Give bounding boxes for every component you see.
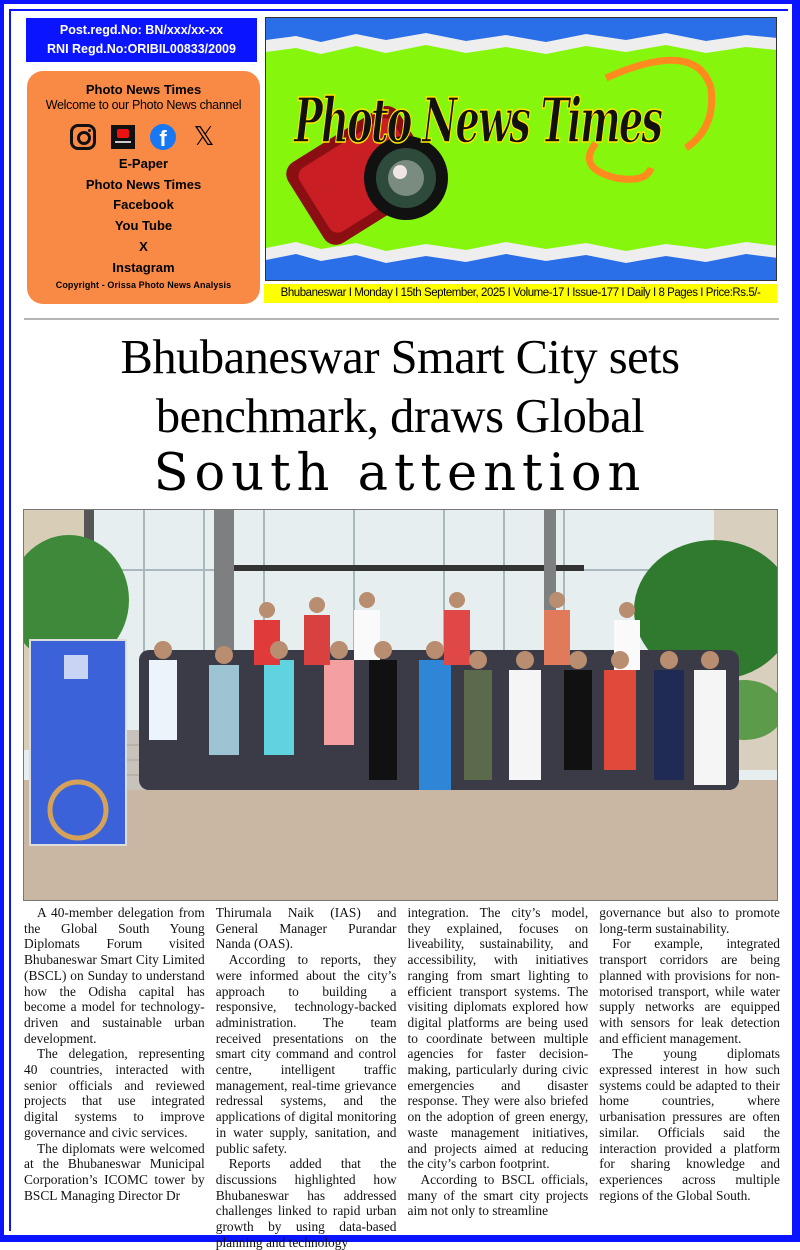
article-column-2 — [216, 905, 397, 1250]
copyright-text: Copyright - Orissa Photo News Analysis — [55, 280, 232, 291]
link-epaper[interactable]: E-Paper — [118, 156, 169, 171]
rni-regd-number: RNI Regd.No:ORIBIL00833/2009 — [47, 42, 236, 56]
headline-line-3: South attention — [153, 444, 647, 503]
masthead-logo — [265, 17, 777, 281]
social-box-welcome: Welcome to our Photo News channel — [45, 98, 242, 112]
social-links — [27, 154, 260, 278]
headline-line-1: Bhubaneswar Smart City sets — [120, 331, 680, 384]
link-facebook[interactable]: Facebook — [113, 197, 174, 213]
paragraph: The diplomats were welcomed at the Bhubaneswar Municipal Corporation’s ICOMC tower by BSCL Managing Director Dr — [24, 1140, 205, 1203]
logo-wordmark: Photo News Times — [294, 84, 662, 157]
article-column-3 — [408, 905, 589, 1250]
article-body — [24, 905, 780, 1250]
facebook-icon[interactable]: f — [150, 124, 176, 150]
paragraph: Reports added that the discussions highlighted how Bhubaneswar has addressed challenges linked to rapid urban growth by using data-based planning and technology — [215, 1156, 397, 1250]
paragraph: integration. The city’s model, they explained, focuses on liveability, sustainability, and accessibility, with initiatives ranging from smart lighting to efficient transport systems. The visiting diplomats explored how digital platforms are being used to coordinate between multiple agencies for faster decision-making, particularly during civic emergencies and disaster response. They were also briefed on the adoption of green energy, waste management initiatives, and projects aimed at reducing the city’s carbon footprint. — [407, 905, 589, 1172]
dateline-bar: Bhubaneswar I Monday I 15th September, 2025 I Volume-17 I Issue-177 I Daily I 8 Pages I Price:Rs.5/- — [264, 284, 777, 303]
social-icons — [27, 123, 260, 151]
paragraph: A 40-member delegation from the Global South Young Diplomats Forum visited Bhubaneswar Smart City Limited (BSCL) on Sunday to understand how the Odisha capital has become a model for technology-driven and sustainable urban development. — [24, 905, 205, 1046]
link-youtube[interactable]: You Tube — [114, 218, 173, 234]
social-box-title: Photo News Times — [85, 82, 202, 97]
group-photo-illustration — [24, 510, 778, 901]
paragraph: governance but also to promote long-term sustainability. — [599, 905, 780, 936]
paragraph: The young diplomats expressed interest in how such systems could be adapted to their home countries, where urbanisation pressures are often similar. Officials said the interaction provided a platform for sharing knowledge and experiences across multiple regions of the Global South. — [599, 1046, 780, 1203]
paragraph: According to BSCL officials, many of the smart city projects aim not only to streamline — [407, 1171, 589, 1219]
registration-box — [26, 18, 257, 62]
article-column-1 — [24, 905, 205, 1250]
paragraph: Thirumala Naik (IAS) and General Manager Purandar Nanda (OAS). — [215, 905, 397, 952]
paragraph: According to reports, they were informed about the city’s approach to building a responsive, technology-backed administration. The team received presentations on the smart city command and control centre, intelligent traffic management, real-time grievance redressal systems, and the applications of digital monitoring in water supply, sanitation, and public safety. — [215, 952, 397, 1156]
headline-top-rule — [24, 318, 779, 320]
paragraph: For example, integrated transport corridors are being planned with provisions for non-motorised transport, while water supply networks are equipped with sensors for leak detection and efficient management. — [599, 936, 780, 1046]
link-x[interactable]: X — [139, 238, 148, 254]
post-regd-number: Post.regd.No: BN/xxx/xx-xx — [59, 23, 224, 37]
paragraph: The delegation, representing 40 countries, interacted with senior officials and reviewed projects that use integrated digital systems to improve governance and civic services. — [24, 1046, 205, 1140]
social-box — [27, 71, 260, 304]
headline-line-2: benchmark, draws Global — [155, 390, 645, 443]
youtube-icon[interactable] — [111, 125, 135, 149]
link-photo-news-times[interactable]: Photo News Times — [85, 176, 202, 192]
article-column-4 — [599, 905, 780, 1250]
x-icon[interactable]: 𝕏 — [193, 122, 215, 152]
article-photo — [23, 509, 778, 901]
instagram-icon[interactable] — [70, 124, 96, 150]
link-instagram[interactable]: Instagram — [112, 259, 175, 275]
